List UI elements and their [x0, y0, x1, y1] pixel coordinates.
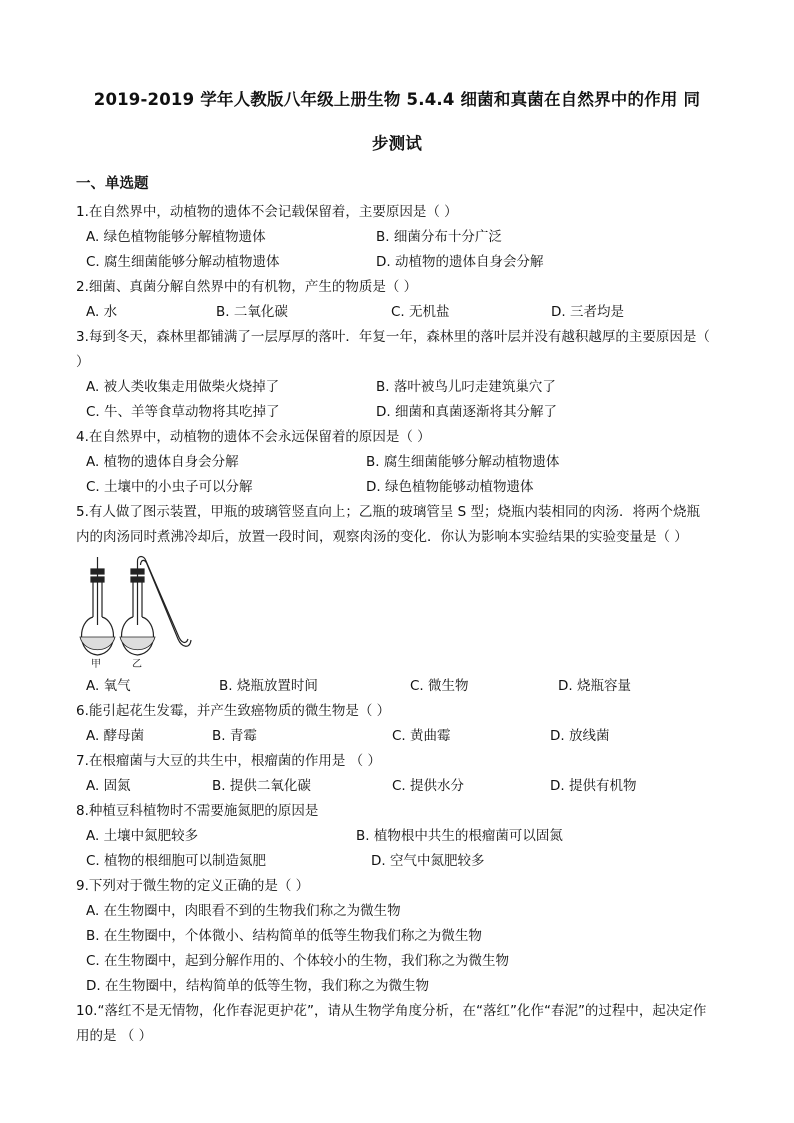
document-title-line2: 步测试: [371, 134, 423, 153]
option-c[interactable]: C. 黄曲霉: [392, 728, 451, 744]
option-a[interactable]: A. 被人类收集走用做柴火烧掉了: [86, 379, 280, 395]
question-2-options: [86, 300, 726, 325]
section-heading: 一、单选题: [76, 176, 149, 192]
question-1-stem: 1.在自然界中，动植物的遗体不会记载保留着，主要原因是（ ）: [76, 204, 458, 220]
option-b[interactable]: B. 提供二氧化碳: [212, 778, 311, 794]
option-a[interactable]: A. 固氮: [86, 778, 131, 794]
option-d[interactable]: D. 三者均是: [551, 304, 624, 320]
question-10-stem-line1: 10.“落红不是无情物，化作春泥更护花”，请从生物学角度分析，在“落红”化作“春泥”的过程中，起决定作: [76, 1003, 707, 1019]
question-9-option-d[interactable]: D. 在生物圈中，结构简单的低等生物，我们称之为微生物: [86, 978, 429, 994]
option-a[interactable]: A. 氧气: [86, 678, 131, 694]
flask-diagram-svg: [74, 555, 200, 670]
question-2-stem: 2.细菌、真菌分解自然界中的有机物，产生的物质是（ ）: [76, 279, 418, 295]
option-d[interactable]: D. 空气中氮肥较多: [371, 853, 485, 869]
question-8-options-row1: [86, 824, 726, 849]
question-9-option-b[interactable]: B. 在生物圈中，个体微小、结构简单的低等生物我们称之为微生物: [86, 928, 482, 944]
option-a[interactable]: A. 绿色植物能够分解植物遗体: [86, 229, 266, 245]
question-4-options-row2: [86, 475, 726, 500]
question-8-options-row2: [86, 849, 726, 874]
question-4-stem: 4.在自然界中，动植物的遗体不会永远保留着的原因是（ ）: [76, 429, 431, 445]
option-d[interactable]: D. 细菌和真菌逐渐将其分解了: [376, 404, 557, 420]
option-d[interactable]: D. 动植物的遗体自身会分解: [376, 254, 544, 270]
option-d[interactable]: D. 放线菌: [550, 728, 610, 744]
option-c[interactable]: C. 无机盐: [391, 304, 450, 320]
question-8-stem: 8.种植豆科植物时不需要施氮肥的原因是: [76, 803, 319, 819]
question-3-stem-line1: 3.每到冬天，森林里都铺满了一层厚厚的落叶．年复一年，森林里的落叶层并没有越积越厚的主要原因是（: [76, 329, 710, 345]
question-3-stem-line2: ）: [76, 354, 90, 370]
option-b[interactable]: B. 青霉: [212, 728, 257, 744]
figure-label-yi: 乙: [132, 659, 142, 670]
option-c[interactable]: C. 提供水分: [392, 778, 465, 794]
question-4-options-row1: [86, 450, 726, 475]
option-b[interactable]: B. 烧瓶放置时间: [219, 678, 318, 694]
question-3-options-row1: [86, 375, 726, 400]
option-c[interactable]: C. 植物的根细胞可以制造氮肥: [86, 853, 267, 869]
figure-label-jia: 甲: [91, 659, 101, 670]
option-b[interactable]: B. 落叶被鸟儿叼走建筑巢穴了: [376, 379, 556, 395]
option-a[interactable]: A. 酵母菌: [86, 728, 145, 744]
option-c[interactable]: C. 土壤中的小虫子可以分解: [86, 479, 253, 495]
question-6-stem: 6.能引起花生发霉，并产生致癌物质的微生物是（ ）: [76, 703, 391, 719]
question-1-options-row2: [86, 250, 726, 275]
option-c[interactable]: C. 腐生细菌能够分解动植物遗体: [86, 254, 280, 270]
option-c[interactable]: C. 牛、羊等食草动物将其吃掉了: [86, 404, 280, 420]
option-b[interactable]: B. 植物根中共生的根瘤菌可以固氮: [356, 828, 563, 844]
option-d[interactable]: D. 烧瓶容量: [558, 678, 631, 694]
option-c[interactable]: C. 微生物: [410, 678, 469, 694]
option-a[interactable]: A. 水: [86, 304, 118, 320]
question-10-stem-line2: 用的是 （ ）: [76, 1028, 153, 1044]
question-5-options: [86, 674, 726, 699]
question-9-option-c[interactable]: C. 在生物圈中，起到分解作用的、个体较小的生物，我们称之为微生物: [86, 953, 510, 969]
question-9-stem: 9.下列对于微生物的定义正确的是（ ）: [76, 878, 310, 894]
document-title-line1: 2019-2019 学年人教版八年级上册生物 5.4.4 细菌和真菌在自然界中的作用 同: [93, 90, 701, 109]
option-a[interactable]: A. 土壤中氮肥较多: [86, 828, 199, 844]
question-9-option-a[interactable]: A. 在生物圈中，肉眼看不到的生物我们称之为微生物: [86, 903, 401, 919]
flask-experiment-figure: [74, 555, 200, 670]
question-6-options: [86, 724, 726, 749]
question-7-stem: 7.在根瘤菌与大豆的共生中，根瘤菌的作用是 （ ）: [76, 753, 381, 769]
option-d[interactable]: D. 绿色植物能够动植物遗体: [366, 479, 534, 495]
option-b[interactable]: B. 细菌分布十分广泛: [376, 229, 502, 245]
option-d[interactable]: D. 提供有机物: [550, 778, 637, 794]
flask-yi: [120, 557, 191, 656]
option-b[interactable]: B. 腐生细菌能够分解动植物遗体: [366, 454, 560, 470]
option-b[interactable]: B. 二氧化碳: [216, 304, 288, 320]
question-7-options: [86, 774, 726, 799]
question-5-stem-line2: 内的肉汤同时煮沸冷却后，放置一段时间，观察肉汤的变化．你认为影响本实验结果的实验变量是（ ）: [76, 529, 688, 545]
flask-jia: [80, 557, 115, 655]
question-5-stem-line1: 5.有人做了图示装置，甲瓶的玻璃管竖直向上；乙瓶的玻璃管呈 S 型；烧瓶内装相同的肉汤．将两个烧瓶: [76, 504, 701, 520]
question-1-options-row1: [86, 225, 726, 250]
option-a[interactable]: A. 植物的遗体自身会分解: [86, 454, 239, 470]
question-3-options-row2: [86, 400, 726, 425]
